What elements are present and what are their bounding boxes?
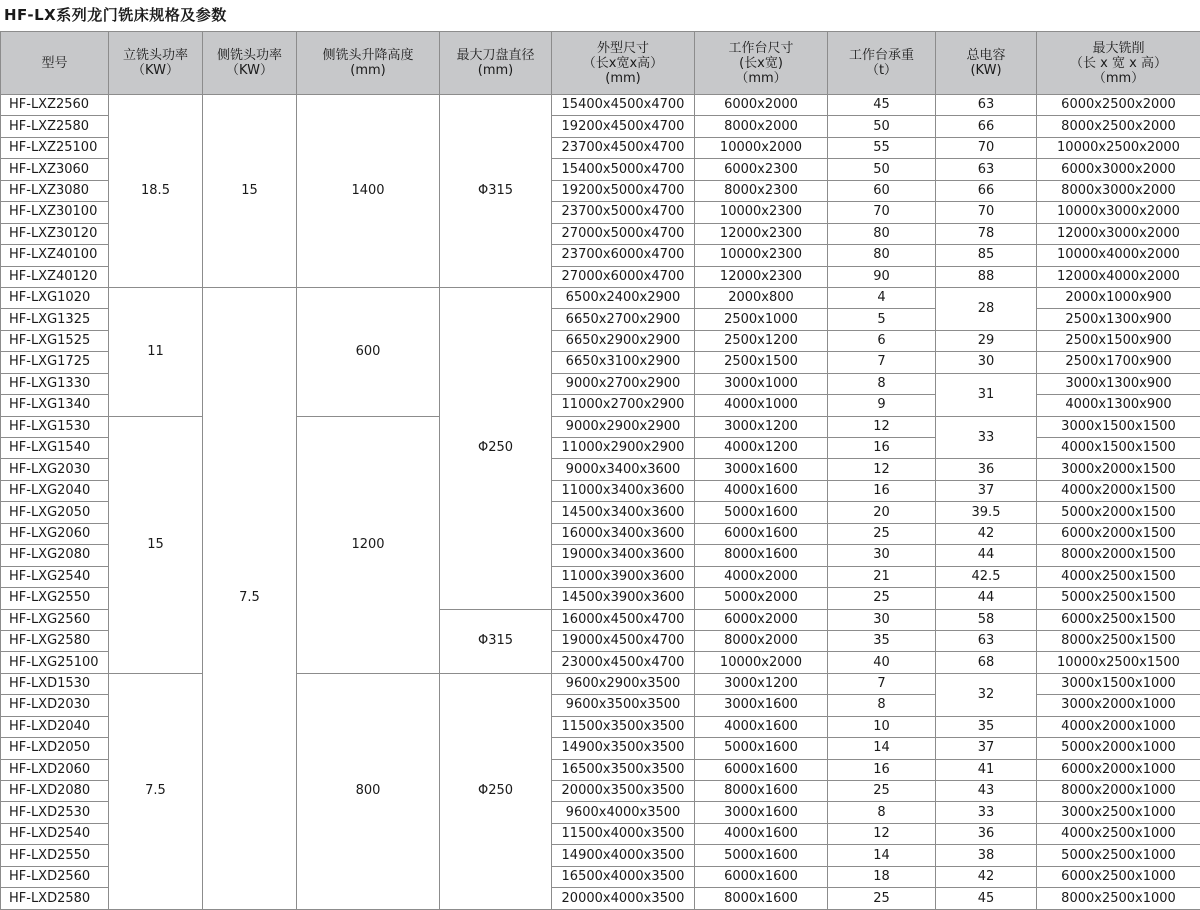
table-size-cell: 5000x2000	[695, 588, 828, 609]
load-cell: 8	[828, 373, 936, 394]
dimensions-cell: 16000x3400x3600	[552, 523, 695, 544]
load-cell: 4	[828, 287, 936, 308]
dimensions-cell: 15400x4500x4700	[552, 95, 695, 116]
max-milling-cell: 3000x2000x1000	[1037, 695, 1200, 716]
cutter-diameter-cell: Φ250	[440, 673, 552, 909]
max-milling-cell: 3000x2500x1000	[1037, 802, 1200, 823]
total-power-cell: 66	[936, 116, 1037, 137]
dimensions-cell: 6650x3100x2900	[552, 352, 695, 373]
dimensions-cell: 11500x3500x3500	[552, 716, 695, 737]
table-size-cell: 8000x1600	[695, 888, 828, 910]
table-size-cell: 4000x1000	[695, 395, 828, 416]
load-cell: 5	[828, 309, 936, 330]
column-header-line: (mm)	[605, 70, 641, 86]
model-cell: HF-LXD2080	[1, 781, 109, 802]
table-size-cell: 3000x1600	[695, 802, 828, 823]
dimensions-cell: 11000x2700x2900	[552, 395, 695, 416]
table-size-cell: 3000x1600	[695, 695, 828, 716]
total-power-cell: 42	[936, 523, 1037, 544]
model-cell: HF-LXG2560	[1, 609, 109, 630]
total-power-cell: 44	[936, 588, 1037, 609]
model-cell: HF-LXG2080	[1, 545, 109, 566]
table-size-cell: 12000x2300	[695, 266, 828, 287]
max-milling-cell: 4000x2500x1000	[1037, 823, 1200, 844]
load-cell: 55	[828, 137, 936, 158]
column-header-line: 型号	[41, 55, 68, 71]
dimensions-cell: 11500x4000x3500	[552, 823, 695, 844]
column-header-line: 侧铣头功率	[216, 48, 282, 63]
table-size-cell: 4000x1600	[695, 823, 828, 844]
column-header	[1037, 32, 1200, 95]
dimensions-cell: 23000x4500x4700	[552, 652, 695, 673]
model-cell: HF-LXG1340	[1, 395, 109, 416]
load-cell: 25	[828, 588, 936, 609]
column-header	[552, 32, 695, 95]
load-cell: 80	[828, 245, 936, 266]
dimensions-cell: 14900x3500x3500	[552, 738, 695, 759]
load-cell: 40	[828, 652, 936, 673]
load-cell: 45	[828, 95, 936, 116]
table-size-cell: 5000x1600	[695, 738, 828, 759]
dimensions-cell: 9000x2700x2900	[552, 373, 695, 394]
total-power-cell: 33	[936, 802, 1037, 823]
max-milling-cell: 8000x2000x1500	[1037, 545, 1200, 566]
dimensions-cell: 14900x4000x3500	[552, 845, 695, 866]
max-milling-cell: 2500x1300x900	[1037, 309, 1200, 330]
dimensions-cell: 23700x5000x4700	[552, 202, 695, 223]
dimensions-cell: 14500x3900x3600	[552, 588, 695, 609]
model-cell: HF-LXG2060	[1, 523, 109, 544]
load-cell: 12	[828, 823, 936, 844]
max-milling-cell: 3000x1500x1500	[1037, 416, 1200, 437]
table-size-cell: 8000x1600	[695, 781, 828, 802]
page-title: HF-LX系列龙门铣床规格及参数	[4, 6, 227, 24]
max-milling-cell: 2500x1700x900	[1037, 352, 1200, 373]
table-size-cell: 12000x2300	[695, 223, 828, 244]
dimensions-cell: 9600x4000x3500	[552, 802, 695, 823]
load-cell: 9	[828, 395, 936, 416]
side-lift-cell: 1400	[297, 95, 440, 288]
dimensions-cell: 6650x2700x2900	[552, 309, 695, 330]
model-cell: HF-LXG2580	[1, 630, 109, 651]
model-cell: HF-LXG1530	[1, 416, 109, 437]
dimensions-cell: 27000x6000x4700	[552, 266, 695, 287]
model-cell: HF-LXG1525	[1, 330, 109, 351]
column-header-line: （mm）	[1092, 70, 1145, 86]
table-size-cell: 2000x800	[695, 287, 828, 308]
total-power-cell: 70	[936, 202, 1037, 223]
column-header-line: (mm)	[477, 63, 514, 78]
max-milling-cell: 12000x3000x2000	[1037, 223, 1200, 244]
load-cell: 30	[828, 609, 936, 630]
model-cell: HF-LXD2060	[1, 759, 109, 780]
column-header	[440, 32, 552, 95]
total-power-cell: 85	[936, 245, 1037, 266]
column-header	[936, 32, 1037, 95]
side-lift-cell: 800	[297, 673, 440, 909]
model-cell: HF-LXD2040	[1, 716, 109, 737]
column-header	[109, 32, 203, 95]
load-cell: 7	[828, 352, 936, 373]
max-milling-cell: 2000x1000x900	[1037, 287, 1200, 308]
model-cell: HF-LXG2030	[1, 459, 109, 480]
max-milling-cell: 4000x2000x1000	[1037, 716, 1200, 737]
max-milling-cell: 8000x2500x1500	[1037, 630, 1200, 651]
dimensions-cell: 19200x5000x4700	[552, 180, 695, 201]
cutter-diameter-cell: Φ315	[440, 95, 552, 288]
dimensions-cell: 11000x3900x3600	[552, 566, 695, 587]
model-cell: HF-LXG1325	[1, 309, 109, 330]
dimensions-cell: 20000x4000x3500	[552, 888, 695, 910]
load-cell: 25	[828, 888, 936, 910]
model-cell: HF-LXZ3060	[1, 159, 109, 180]
load-cell: 7	[828, 673, 936, 694]
table-size-cell: 5000x1600	[695, 845, 828, 866]
max-milling-cell: 6000x2500x2000	[1037, 95, 1200, 116]
load-cell: 16	[828, 480, 936, 501]
table-size-cell: 10000x2000	[695, 137, 828, 158]
total-power-cell: 38	[936, 845, 1037, 866]
max-milling-cell: 12000x4000x2000	[1037, 266, 1200, 287]
column-header-line: （长 x 宽 x 高）	[1070, 55, 1167, 71]
total-power-cell: 36	[936, 823, 1037, 844]
model-cell: HF-LXD2530	[1, 802, 109, 823]
model-cell: HF-LXG1020	[1, 287, 109, 308]
table-row	[1, 95, 1200, 116]
table-row	[1, 673, 1200, 694]
table-size-cell: 6000x1600	[695, 523, 828, 544]
total-power-cell: 44	[936, 545, 1037, 566]
table-size-cell: 4000x1600	[695, 716, 828, 737]
column-header	[695, 32, 828, 95]
load-cell: 60	[828, 180, 936, 201]
dimensions-cell: 16500x3500x3500	[552, 759, 695, 780]
column-header-line: (长x宽)	[739, 55, 783, 71]
model-cell: HF-LXG1540	[1, 438, 109, 459]
table-size-cell: 5000x1600	[695, 502, 828, 523]
dimensions-cell: 23700x4500x4700	[552, 137, 695, 158]
side-lift-cell: 600	[297, 287, 440, 416]
spindle-power-cell: 11	[109, 287, 203, 416]
column-header-line: (mm)	[350, 63, 386, 78]
model-cell: HF-LXZ2560	[1, 95, 109, 116]
total-power-cell: 58	[936, 609, 1037, 630]
column-header	[203, 32, 297, 95]
load-cell: 16	[828, 759, 936, 780]
total-power-cell: 88	[936, 266, 1037, 287]
table-size-cell: 8000x1600	[695, 545, 828, 566]
total-power-cell: 42.5	[936, 566, 1037, 587]
table-size-cell: 4000x1200	[695, 438, 828, 459]
model-cell: HF-LXD2560	[1, 866, 109, 887]
column-header-line: （长x宽x高）	[582, 55, 664, 71]
side-power-cell: 15	[203, 95, 297, 288]
model-cell: HF-LXD1530	[1, 673, 109, 694]
model-cell: HF-LXZ40100	[1, 245, 109, 266]
max-milling-cell: 5000x2000x1000	[1037, 738, 1200, 759]
load-cell: 25	[828, 523, 936, 544]
max-milling-cell: 6000x3000x2000	[1037, 159, 1200, 180]
table-row	[1, 416, 1200, 437]
max-milling-cell: 6000x2000x1500	[1037, 523, 1200, 544]
max-milling-cell: 10000x4000x2000	[1037, 245, 1200, 266]
load-cell: 50	[828, 116, 936, 137]
max-milling-cell: 5000x2500x1000	[1037, 845, 1200, 866]
table-size-cell: 6000x1600	[695, 866, 828, 887]
spindle-power-cell: 18.5	[109, 95, 203, 288]
column-header-line: 总电容	[966, 48, 1006, 63]
table-size-cell: 6000x1600	[695, 759, 828, 780]
max-milling-cell: 8000x3000x2000	[1037, 180, 1200, 201]
column-header-line: 最大铣削	[1092, 40, 1145, 56]
model-cell: HF-LXZ25100	[1, 137, 109, 158]
total-power-cell: 42	[936, 866, 1037, 887]
load-cell: 12	[828, 416, 936, 437]
model-cell: HF-LXG1330	[1, 373, 109, 394]
header-row	[1, 32, 1200, 95]
table-size-cell: 3000x1200	[695, 673, 828, 694]
model-cell: HF-LXG1725	[1, 352, 109, 373]
dimensions-cell: 9600x2900x3500	[552, 673, 695, 694]
table-size-cell: 4000x2000	[695, 566, 828, 587]
column-header-line: 立铣头功率	[122, 48, 188, 63]
total-power-cell: 37	[936, 738, 1037, 759]
model-cell: HF-LXG2050	[1, 502, 109, 523]
table-size-cell: 10000x2300	[695, 202, 828, 223]
total-power-cell: 43	[936, 781, 1037, 802]
side-power-cell: 7.5	[203, 287, 297, 909]
model-cell: HF-LXZ30120	[1, 223, 109, 244]
load-cell: 21	[828, 566, 936, 587]
load-cell: 8	[828, 802, 936, 823]
table-size-cell: 6000x2000	[695, 95, 828, 116]
load-cell: 50	[828, 159, 936, 180]
total-power-cell: 37	[936, 480, 1037, 501]
model-cell: HF-LXZ30100	[1, 202, 109, 223]
total-power-cell: 66	[936, 180, 1037, 201]
model-cell: HF-LXG2040	[1, 480, 109, 501]
max-milling-cell: 10000x2500x1500	[1037, 652, 1200, 673]
load-cell: 35	[828, 630, 936, 651]
load-cell: 18	[828, 866, 936, 887]
load-cell: 8	[828, 695, 936, 716]
cutter-diameter-cell: Φ315	[440, 609, 552, 673]
total-power-cell: 45	[936, 888, 1037, 910]
column-header-line: （KW）	[226, 63, 273, 78]
load-cell: 70	[828, 202, 936, 223]
load-cell: 80	[828, 223, 936, 244]
total-power-cell: 31	[936, 373, 1037, 416]
total-power-cell: 68	[936, 652, 1037, 673]
model-cell: HF-LXZ3080	[1, 180, 109, 201]
model-cell: HF-LXD2540	[1, 823, 109, 844]
table-row	[1, 287, 1200, 308]
load-cell: 90	[828, 266, 936, 287]
dimensions-cell: 19000x3400x3600	[552, 545, 695, 566]
max-milling-cell: 3000x2000x1500	[1037, 459, 1200, 480]
column-header-line: 外型尺寸	[596, 40, 649, 56]
load-cell: 16	[828, 438, 936, 459]
dimensions-cell: 9600x3500x3500	[552, 695, 695, 716]
table-size-cell: 10000x2000	[695, 652, 828, 673]
max-milling-cell: 2500x1500x900	[1037, 330, 1200, 351]
table-size-cell: 2500x1500	[695, 352, 828, 373]
column-header-line: （KW）	[132, 63, 179, 78]
dimensions-cell: 27000x5000x4700	[552, 223, 695, 244]
column-header-line: （mm）	[735, 70, 787, 86]
dimensions-cell: 20000x3500x3500	[552, 781, 695, 802]
load-cell: 10	[828, 716, 936, 737]
max-milling-cell: 10000x3000x2000	[1037, 202, 1200, 223]
total-power-cell: 41	[936, 759, 1037, 780]
model-cell: HF-LXD2050	[1, 738, 109, 759]
dimensions-cell: 11000x2900x2900	[552, 438, 695, 459]
total-power-cell: 36	[936, 459, 1037, 480]
dimensions-cell: 16500x4000x3500	[552, 866, 695, 887]
model-cell: HF-LXZ40120	[1, 266, 109, 287]
table-size-cell: 3000x1000	[695, 373, 828, 394]
dimensions-cell: 9000x2900x2900	[552, 416, 695, 437]
load-cell: 6	[828, 330, 936, 351]
dimensions-cell: 14500x3400x3600	[552, 502, 695, 523]
table-size-cell: 3000x1600	[695, 459, 828, 480]
max-milling-cell: 5000x2000x1500	[1037, 502, 1200, 523]
dimensions-cell: 19000x4500x4700	[552, 630, 695, 651]
column-header-line: (KW)	[970, 63, 1002, 78]
total-power-cell: 63	[936, 159, 1037, 180]
load-cell: 12	[828, 459, 936, 480]
max-milling-cell: 3000x1500x1000	[1037, 673, 1200, 694]
model-cell: HF-LXZ2580	[1, 116, 109, 137]
load-cell: 25	[828, 781, 936, 802]
total-power-cell: 78	[936, 223, 1037, 244]
max-milling-cell: 6000x2500x1000	[1037, 866, 1200, 887]
table-size-cell: 8000x2000	[695, 630, 828, 651]
dimensions-cell: 6500x2400x2900	[552, 287, 695, 308]
total-power-cell: 35	[936, 716, 1037, 737]
table-size-cell: 2500x1200	[695, 330, 828, 351]
total-power-cell: 30	[936, 352, 1037, 373]
total-power-cell: 70	[936, 137, 1037, 158]
table-size-cell: 4000x1600	[695, 480, 828, 501]
column-header-line: 工作台尺寸	[728, 40, 794, 56]
total-power-cell: 63	[936, 630, 1037, 651]
model-cell: HF-LXD2550	[1, 845, 109, 866]
dimensions-cell: 9000x3400x3600	[552, 459, 695, 480]
column-header-line: 最大刀盘直径	[456, 48, 535, 63]
dimensions-cell: 11000x3400x3600	[552, 480, 695, 501]
table-size-cell: 8000x2300	[695, 180, 828, 201]
total-power-cell: 39.5	[936, 502, 1037, 523]
dimensions-cell: 23700x6000x4700	[552, 245, 695, 266]
total-power-cell: 29	[936, 330, 1037, 351]
model-cell: HF-LXD2580	[1, 888, 109, 910]
spec-table	[0, 31, 1200, 910]
max-milling-cell: 8000x2500x2000	[1037, 116, 1200, 137]
spindle-power-cell: 15	[109, 416, 203, 673]
table-size-cell: 2500x1000	[695, 309, 828, 330]
table-size-cell: 3000x1200	[695, 416, 828, 437]
max-milling-cell: 4000x2000x1500	[1037, 480, 1200, 501]
dimensions-cell: 15400x5000x4700	[552, 159, 695, 180]
max-milling-cell: 8000x2000x1000	[1037, 781, 1200, 802]
table-size-cell: 8000x2000	[695, 116, 828, 137]
model-cell: HF-LXG25100	[1, 652, 109, 673]
total-power-cell: 32	[936, 673, 1037, 716]
dimensions-cell: 16000x4500x4700	[552, 609, 695, 630]
load-cell: 20	[828, 502, 936, 523]
load-cell: 30	[828, 545, 936, 566]
dimensions-cell: 6650x2900x2900	[552, 330, 695, 351]
max-milling-cell: 6000x2000x1000	[1037, 759, 1200, 780]
column-header	[828, 32, 936, 95]
column-header	[297, 32, 440, 95]
cutter-diameter-cell: Φ250	[440, 287, 552, 609]
model-cell: HF-LXG2550	[1, 588, 109, 609]
dimensions-cell: 19200x4500x4700	[552, 116, 695, 137]
spec-body	[1, 95, 1200, 910]
table-size-cell: 10000x2300	[695, 245, 828, 266]
max-milling-cell: 4000x1500x1500	[1037, 438, 1200, 459]
table-size-cell: 6000x2300	[695, 159, 828, 180]
total-power-cell: 63	[936, 95, 1037, 116]
total-power-cell: 28	[936, 287, 1037, 330]
column-header	[1, 32, 109, 95]
max-milling-cell: 8000x2500x1000	[1037, 888, 1200, 910]
model-cell: HF-LXG2540	[1, 566, 109, 587]
spindle-power-cell: 7.5	[109, 673, 203, 909]
max-milling-cell: 6000x2500x1500	[1037, 609, 1200, 630]
column-header-line: （t）	[865, 63, 898, 78]
max-milling-cell: 10000x2500x2000	[1037, 137, 1200, 158]
max-milling-cell: 3000x1300x900	[1037, 373, 1200, 394]
side-lift-cell: 1200	[297, 416, 440, 673]
max-milling-cell: 4000x1300x900	[1037, 395, 1200, 416]
column-header-line: 侧铣头升降高度	[322, 48, 414, 63]
load-cell: 14	[828, 845, 936, 866]
model-cell: HF-LXD2030	[1, 695, 109, 716]
total-power-cell: 33	[936, 416, 1037, 459]
load-cell: 14	[828, 738, 936, 759]
max-milling-cell: 4000x2500x1500	[1037, 566, 1200, 587]
table-size-cell: 6000x2000	[695, 609, 828, 630]
column-header-line: 工作台承重	[848, 48, 914, 63]
max-milling-cell: 5000x2500x1500	[1037, 588, 1200, 609]
